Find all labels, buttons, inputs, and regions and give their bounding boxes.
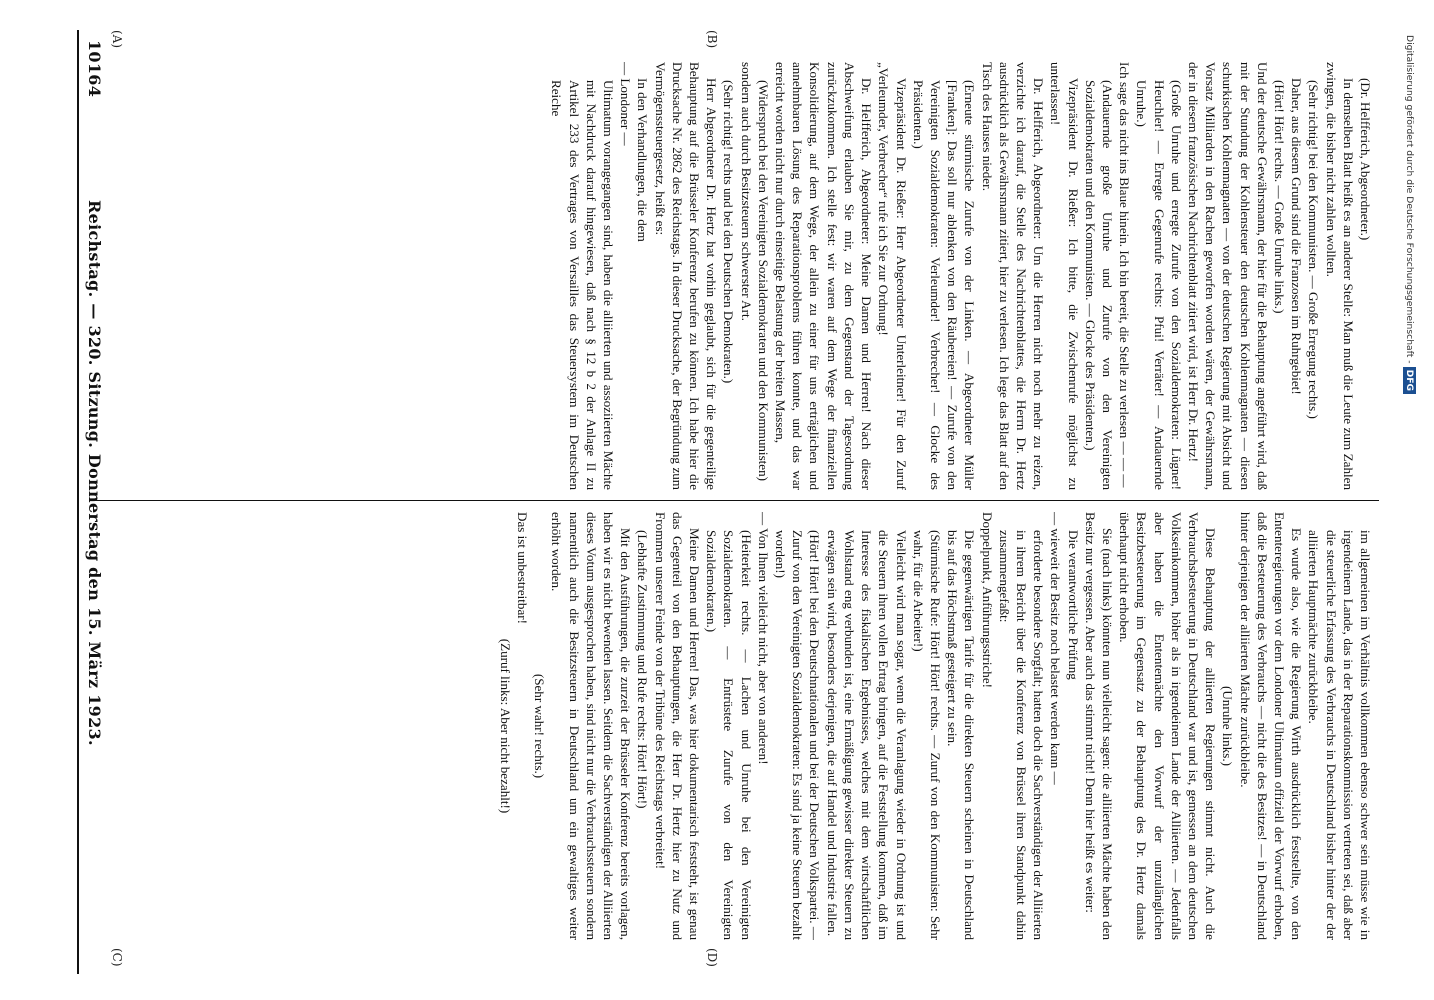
left-column xyxy=(112,62,1374,490)
left-column-paragraph: Vizepräsident Dr. Rießer: Herr Abgeordneter Unterleitner! Für den Zuruf „Verleumder, Verbrecher“ rufe ich Sie zur Ordnung! xyxy=(876,62,909,490)
left-column-paragraph: Daher, aus diesem Grund sind die Franzosen im Ruhrgebiet! xyxy=(1289,78,1305,395)
left-column-paragraph: (Andauernde große Unruhe und Zurufe von den Vereinigten Sozialdemokraten und den Kommunisten. — Glocke des Präsidenten.) xyxy=(1082,80,1115,490)
left-column-paragraph: (Sehr richtig! bei den Kommunisten. — Große Erregung rechts.) xyxy=(1306,80,1322,419)
left-column-paragraph: (Hört! Hört! rechts. — Große Unruhe links.) xyxy=(1271,80,1287,314)
page-number: 10164 xyxy=(85,40,104,98)
right-column-paragraph: Diese Behauptung der alliierten Regierungen stimmt nicht. Auch die Verbrauchsbesteuerung in Deutschland war und ist, gemessen an dem deutschen Volkseinkommen, höher als in irgendeinem Lande der Alliierten. — Jedenfalls aber haben die Ententemächte den Vorwurf der unzulänglichen Besitzbesteuerung im Gegensatz zu der Behauptung des Dr. Hertz damals überhaupt nicht erhoben. xyxy=(1117,512,1219,940)
left-column-paragraph: — Londoner — xyxy=(618,62,634,146)
right-column-paragraph: (Sehr wahr! rechts.) xyxy=(532,673,548,779)
right-column-paragraph: (Heiterkeit rechts. — Lachen und Unruhe bei den Vereinigten Sozialdemokraten. — Entrüstete Zurufe von den Vereinigten Sozialdemokraten.) xyxy=(704,530,754,940)
right-column xyxy=(112,512,1374,940)
right-column-paragraph: (Hört! Hört! bei den Deutschnationalen und bei der Deutschen Volkspartei. — Zuruf von den Vereinigten Sozialdemokraten: Es sind ja keine Steuern bezahlt worden!) xyxy=(773,530,823,940)
left-column-paragraph: (Erneute stürmische Zurufe von der Linken. — Abgeordneter Müller [Franken]: Das soll nur ablenken von den Räubereien! — Zurufe von den Vereinigten Sozialdemokraten: Verleumder! Verbrecher! — Glocke des Präsidenten.) xyxy=(910,80,978,490)
right-column-paragraph: erforderte besondere Sorgfalt; hatten doch die Sachverständigen der Alliierten in ihrem Bericht über die Konferenz von Brüssel ihren Standpunkt dahin zusammengefaßt: xyxy=(996,530,1047,940)
left-column-paragraph: Und der deutsche Gewährsmann, der hier für die Behauptung angeführt wird, daß mit der Stundung der Kohlensteuer den deutschen Kohlenmagnaten — diesen schurkischen Kohlenmagnaten — von der deutschen Regierung mit Absicht und Vorsatz Milliarden in den Rachen geworfen worden wären, der Gewährsmann, der in diesem französischen Nachrichtenblatt zitiert wird, ist Herr Dr. Hertz! xyxy=(1185,62,1270,490)
margin-marker-c: (C) xyxy=(110,948,124,967)
margin-marker-b: (B) xyxy=(705,30,719,49)
page-title: Reichstag. — 320. Sitzung. Donnerstag den 15. März 1923. xyxy=(85,200,104,746)
margin-marker-d: (D) xyxy=(705,948,719,967)
left-column-paragraph: Herr Abgeordneter Dr. Hertz hat vorhin geglaubt, sich für die gegenteilige Behauptung auf die Brüsseler Konferenz berufen zu können. Ich habe hier die Drucksache Nr. 2862 des Reichstags. In dieser Drucksache, der Begründung zum Vermögenssteuergesetz, heißt es: xyxy=(652,62,720,490)
right-column-paragraph: (Zuruf links: Aber nicht bezahlt!) xyxy=(497,638,513,814)
header-rule xyxy=(77,30,79,974)
right-column-paragraph: Die verantwortliche Prüfung xyxy=(1065,530,1081,680)
left-column-paragraph: (Widerspruch bei den Vereinigten Sozialdemokraten und den Kommunisten) xyxy=(755,80,771,482)
speaker-line: (Dr. Helfferich, Abgeordneter.) xyxy=(1358,78,1373,241)
right-column-paragraph: Es wurde also, wie die Regierung Wirth ausdrücklich feststellte, von den Ententeregierungen vor dem Londoner Ultimatum offiziell der Vorwurf erhoben, daß die Besteuerung des Verbrauchs — nicht die des Besitzes! — in Deutschland hinter derjenigen der alliierten Mächte zurückbleibe. xyxy=(1237,512,1305,940)
dfg-logo: DFG xyxy=(1403,367,1416,394)
right-column-paragraph: Vielleicht wird man sogar, wenn die Veranlagung wieder in Ordnung ist und die Steuern ihren vollen Ertrag bringen, auf die Feststellung kommen, daß im Interesse des fiskalischen Ergebnisses, welches mit dem wirtschaftlichen Wohlstand eng verbunden ist, eine Ermäßigung gewisser direkter Steuern zu erwägen sein wird, besonders derjenigen, die auf Handel und Industrie fallen. xyxy=(824,530,909,940)
right-column-paragraph: im allgemeinen im Verhältnis vollkommen ebenso schwer sein müsse wie in irgendeinem Lande, das in der Reparationskommission vertreten sei, daß aber die steuerliche Erfassung des Verbrauchs in Deutschland bisher hinter der der alliierten Hauptmächte zurückbleibe. xyxy=(1306,530,1373,940)
right-column-paragraph: Die gegenwärtigen Tarife für die direkten Steuern scheinen in Deutschland bis auf das Höchstmaß gesteigert zu sein. xyxy=(945,530,978,940)
column-divider xyxy=(89,500,1379,501)
right-column-text xyxy=(497,512,1374,940)
left-column-paragraph: sondern auch durch Besitzsteuern schwerster Art. xyxy=(738,62,754,321)
left-column-paragraph: Dr. Helfferich, Abgeordneter: Um die Herren nicht noch mehr zu reizen, verzichte ich darauf, die Stelle des Nachrichtenblattes, die Herrn Dr. Hertz ausdrücklich als Gewährsmann zitiert, hier zu verlesen. Ich lege das Blatt auf den Tisch des Hauses nieder. xyxy=(979,62,1047,490)
right-column-paragraph: Doppelpunkt, Anführungsstriche! xyxy=(979,512,995,689)
left-column-paragraph: In den Verhandlungen, die dem xyxy=(635,78,651,242)
right-column-paragraph: Das ist unbestreitbar! xyxy=(515,512,531,624)
left-column-paragraph: Vizepräsident Dr. Rießer: Ich bitte, die Zwischenrufe möglichst zu unterlassen! xyxy=(1048,62,1081,490)
left-column-text xyxy=(548,62,1374,490)
right-column-paragraph: — Von Ihnen vielleicht nicht, aber von anderen! xyxy=(755,512,771,765)
digitization-credit xyxy=(1403,35,1416,394)
right-column-paragraph: (Unruhe links.) xyxy=(1220,685,1236,766)
right-column-paragraph: — wieweit der Besitz noch belastet werden kann — xyxy=(1048,512,1064,785)
credit-text: Digitalisierung gefördert durch die Deutsche Forschungsgemeinschaft - xyxy=(1404,35,1415,364)
left-column-paragraph: In demselben Blatt heißt es an anderer Stelle: Man muß die Leute zum Zahlen zwingen, die bisher nicht zahlen wollten. xyxy=(1323,62,1356,490)
left-column-paragraph: (Große Unruhe und erregte Zurufe von den Sozialdemokraten: Lügner! Heuchler! — Erregte Gegenrufe rechts: Pfui! Verräter! — Andauernde Unruhe.) xyxy=(1134,80,1184,490)
right-column-paragraph: Sie (nach links) könnten nun vielleicht sagen: die alliierten Mächte haben den Besitz nur vergessen. Aber auch das stimmt nicht! Denn hier heißt es weiter: xyxy=(1082,512,1115,940)
right-column-paragraph: (Lebhafte Zustimmung und Rufe rechts: Hört! Hört!) xyxy=(635,530,651,809)
left-column-paragraph: Dr. Helfferich, Abgeordneter: Meine Damen und Herren! Nach dieser Abschweifung erlauben Sie mir, zu dem Gegenstand der Tagesordnung zurückzukommen. Ich stelle fest: wir waren auf dem Wege der finanziellen Konsolidierung, auf dem Wege, der allein zu einer für uns erträglichen und annehmbaren Lösung des Reparationsproblems führen konnte, und das war erreicht worden nicht nur durch einseitige Belastung der breiten Massen, xyxy=(773,62,875,490)
right-column-paragraph: Mit den Ausführungen, die zurzeit der Brüsseler Konferenz bereits vorlagen, haben wir es nicht bewenden lassen. Seitdem die Sachverständigen der Alliierten dieses Votum ausgesprochen haben, sind nicht nur die Verbrauchssteuern sondern namentlich auch die Besitzsteuern in Deutschland um ein gewaltiges weiter erhöht worden. xyxy=(549,512,634,940)
margin-marker-a: (A) xyxy=(110,30,124,49)
right-column-paragraph: (Stürmische Rufe: Hört! Hört! rechts. — Zuruf von den Kommunisten: Sehr wahr, für die Arbeiter!) xyxy=(910,530,943,940)
left-column-paragraph: Ich sage das nicht ins Blaue hinein. Ich bin bereit, die Stelle zu verlesen — — — xyxy=(1117,62,1133,488)
left-column-paragraph: Ultimatum vorangegangen sind, haben die alliierten und assoziierten Mächte mit Nachdruck darauf hingewiesen, daß nach § 12 b 2 der Anlage II zu Artikel 233 des Vertrages von Versailles das Steuersystem im Deutschen Reiche xyxy=(549,80,617,490)
left-column-paragraph: (Sehr richtig! rechts und bei den Deutschen Demokraten.) xyxy=(721,80,737,384)
right-column-paragraph: Meine Damen und Herren! Das, was hier dokumentarisch feststeht, ist genau das Gegenteil von den Behauptungen, die Herr Dr. Hertz hier zu Nutz und Frommen unserer Feinde von der Tribüne des Reichstags verbreitet! xyxy=(652,512,703,940)
